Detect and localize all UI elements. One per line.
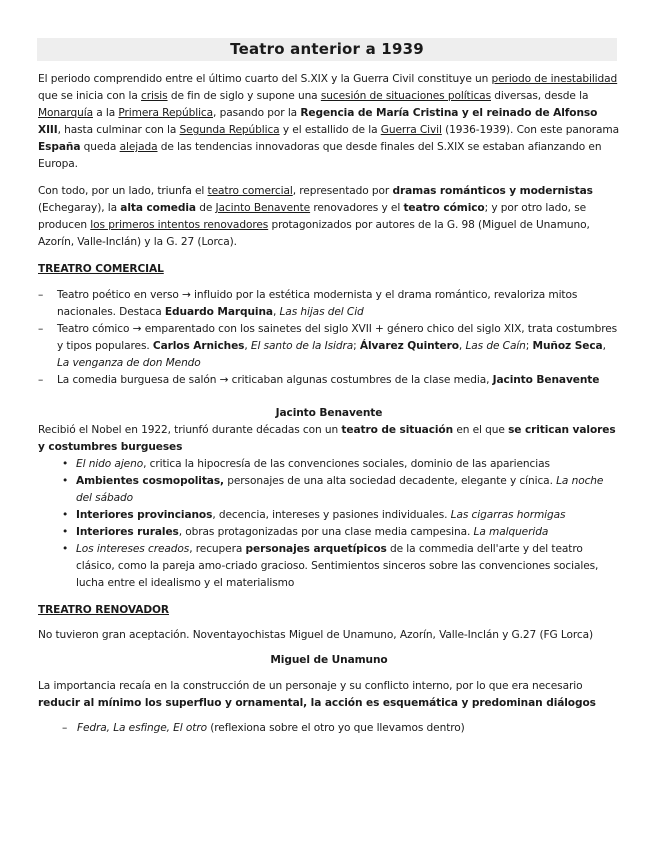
text: de las tendencias innovadoras que desde finales del S.XIX se estaban afianzando en Europa.: [38, 141, 602, 170]
dash-marker: –: [38, 323, 44, 335]
text: La importancia recaía en la construcción de un personaje y su conflicto interno, por lo que era necesario: [38, 680, 583, 692]
work-title: Las cigarras hormigas: [450, 509, 566, 521]
underlined-term: crisis: [141, 90, 168, 102]
bold-term: España: [38, 141, 81, 153]
text: Con todo, por un lado, triunfa el: [38, 185, 208, 197]
text: Teatro cómico → emparentado con los sainetes del siglo XVII + género chico del siglo XIX, trata costumbres y tipos populares.: [57, 323, 618, 352]
text: protagonizados por autores de la G. 98 (Miguel de Unamuno, Azorín, Valle-Inclán) y la G. 27 (Lorca).: [38, 219, 590, 248]
work-title: El santo de la Isidra: [250, 340, 354, 352]
text: ; y por otro lado, se producen: [38, 202, 587, 231]
text: ;: [525, 340, 533, 352]
underlined-term: Jacinto Benavente: [215, 202, 311, 214]
subheading-unamuno: Miguel de Unamuno: [270, 654, 388, 666]
title-bar: [37, 38, 617, 61]
work-title: Las hijas del Cid: [279, 306, 364, 318]
text: Recibió el Nobel en 1922, triunfó durante décadas con un: [38, 424, 342, 436]
text: ,: [272, 306, 280, 318]
bullet-item-text: [76, 473, 616, 507]
text: y el estallido de la: [279, 124, 381, 136]
bullet-item-text: [76, 456, 616, 473]
underlined-term: teatro comercial: [207, 185, 293, 197]
subheading-benavente: Jacinto Benavente: [275, 407, 383, 419]
text: , pasando por la: [213, 107, 301, 119]
section-heading-renovador: TREATRO RENOVADOR: [38, 604, 169, 616]
text: de fin de siglo y supone una: [167, 90, 321, 102]
bold-term: teatro de situación: [341, 424, 454, 436]
text: ,: [458, 340, 466, 352]
text: ;: [353, 340, 360, 352]
bullet-item: [62, 524, 617, 541]
text: (reflexiona sobre el otro yo que llevamos dentro): [206, 722, 465, 734]
work-title: Fedra, La esfinge, El otro: [77, 722, 207, 734]
section-heading-comercial: TREATRO COMERCIAL: [38, 263, 164, 275]
author-name: Jacinto Benavente: [492, 374, 600, 386]
bold-term: Ambientes cosmopolitas,: [76, 475, 224, 487]
list-item-text: [57, 287, 619, 321]
work-title: La noche del sábado: [76, 475, 604, 504]
text: en el que: [453, 424, 509, 436]
text: renovadores y el: [310, 202, 404, 214]
bullet-item: [62, 541, 617, 592]
bullet-item: [62, 456, 617, 473]
list-item-text: [77, 720, 617, 737]
dash-marker: –: [38, 289, 44, 301]
text: La comedia burguesa de salón → criticaban algunas costumbres de la clase media,: [57, 374, 493, 386]
text: , decencia, intereses y pasiones individuales.: [212, 509, 451, 521]
bold-term: Interiores provincianos: [76, 509, 213, 521]
text: ,: [244, 340, 251, 352]
underlined-term: sucesión de situaciones políticas: [320, 90, 491, 102]
author-name: Muñoz Seca: [532, 340, 603, 352]
bold-term: alta comedia: [120, 202, 196, 214]
text: a la: [92, 107, 119, 119]
work-title: El nido ajeno: [76, 458, 144, 470]
text: de la commedia dell'arte y del teatro clásico, como la pareja amo-criado gracioso. Sentimientos sinceros sobre las convenciones sociales, lucha entre el idealismo y el materialismo: [76, 543, 599, 589]
bullet-item-text: [76, 541, 616, 592]
text: queda: [80, 141, 120, 153]
bullet-item-text: [76, 524, 616, 541]
text: Teatro poético en verso → influido por la estética modernista y el drama romántico, revaloriza mitos nacionales. Destaca: [57, 289, 578, 318]
underlined-term: Monarquía: [38, 107, 93, 119]
author-name: Eduardo Marquina: [164, 306, 273, 318]
bullet-marker: •: [62, 543, 69, 555]
renovador-paragraph: No tuvieron gran aceptación. Noventayochistas Miguel de Unamuno, Azorín, Valle-Inclán y G.27 (FG Lorca): [38, 629, 594, 641]
bullet-marker: •: [62, 475, 69, 487]
work-title: Los intereses creados: [76, 543, 190, 555]
bold-term: teatro cómico: [403, 202, 485, 214]
text: , representado por: [292, 185, 393, 197]
bold-term: Regencia de María Cristina y el reinado de Alfonso XIII: [38, 107, 598, 136]
bold-term: personajes arquetípicos: [245, 543, 387, 555]
bullet-item: [62, 507, 617, 524]
dash-marker: –: [38, 374, 44, 386]
underlined-term: periodo de inestabilidad: [491, 73, 618, 85]
list-item: [62, 720, 617, 737]
text: , hasta culminar con la: [57, 124, 180, 136]
underlined-term: Primera República: [118, 107, 214, 119]
dash-marker: –: [62, 722, 68, 734]
text: diversas, desde la: [491, 90, 589, 102]
text: El periodo comprendido entre el último cuarto del S.XIX y la Guerra Civil constituye un: [38, 73, 492, 85]
underlined-term: Guerra Civil: [380, 124, 442, 136]
list-item-text: [57, 372, 619, 389]
bold-term: dramas románticos y modernistas: [392, 185, 593, 197]
text: , recupera: [189, 543, 246, 555]
author-name: Álvarez Quintero: [359, 340, 459, 352]
document-title: Teatro anterior a 1939: [230, 40, 424, 58]
bullet-marker: •: [62, 509, 69, 521]
bullet-marker: •: [62, 526, 69, 538]
text: (1936-1939). Con este panorama: [441, 124, 619, 136]
text: personajes de una alta sociedad decadente, elegante y cínica.: [223, 475, 557, 487]
benavente-paragraph: [38, 422, 620, 456]
list-item: [38, 287, 620, 321]
bold-term: Interiores rurales: [76, 526, 179, 538]
work-title: Las de Caín: [465, 340, 526, 352]
list-item-text: [57, 321, 619, 372]
author-name: Carlos Arniches: [152, 340, 245, 352]
text: ,: [602, 340, 606, 352]
bullet-item-text: [76, 507, 616, 524]
list-item: [38, 372, 620, 389]
bullet-item: [62, 473, 617, 507]
bold-term: se critican valores y costumbres burgueses: [38, 424, 616, 453]
text: que se inicia con la: [38, 90, 142, 102]
unamuno-paragraph: [38, 678, 620, 712]
intro-paragraph: [38, 71, 620, 173]
text: de: [195, 202, 216, 214]
list-item: [38, 321, 620, 372]
text: (Echegaray), la: [38, 202, 121, 214]
context-paragraph: [38, 183, 620, 251]
underlined-term: los primeros intentos renovadores: [90, 219, 269, 231]
text: , obras protagonizadas por una clase media campesina.: [178, 526, 474, 538]
bold-term: reducir al mínimo los superfluo y ornamental, la acción es esquemática y predominan diálogos: [38, 697, 596, 709]
work-title: La venganza de don Mendo: [57, 357, 201, 369]
underlined-term: alejada: [119, 141, 158, 153]
work-title: La malquerida: [473, 526, 549, 538]
text: , critica la hipocresía de las convenciones sociales, dominio de las apariencias: [143, 458, 550, 470]
underlined-term: Segunda República: [179, 124, 280, 136]
bullet-marker: •: [62, 458, 69, 470]
